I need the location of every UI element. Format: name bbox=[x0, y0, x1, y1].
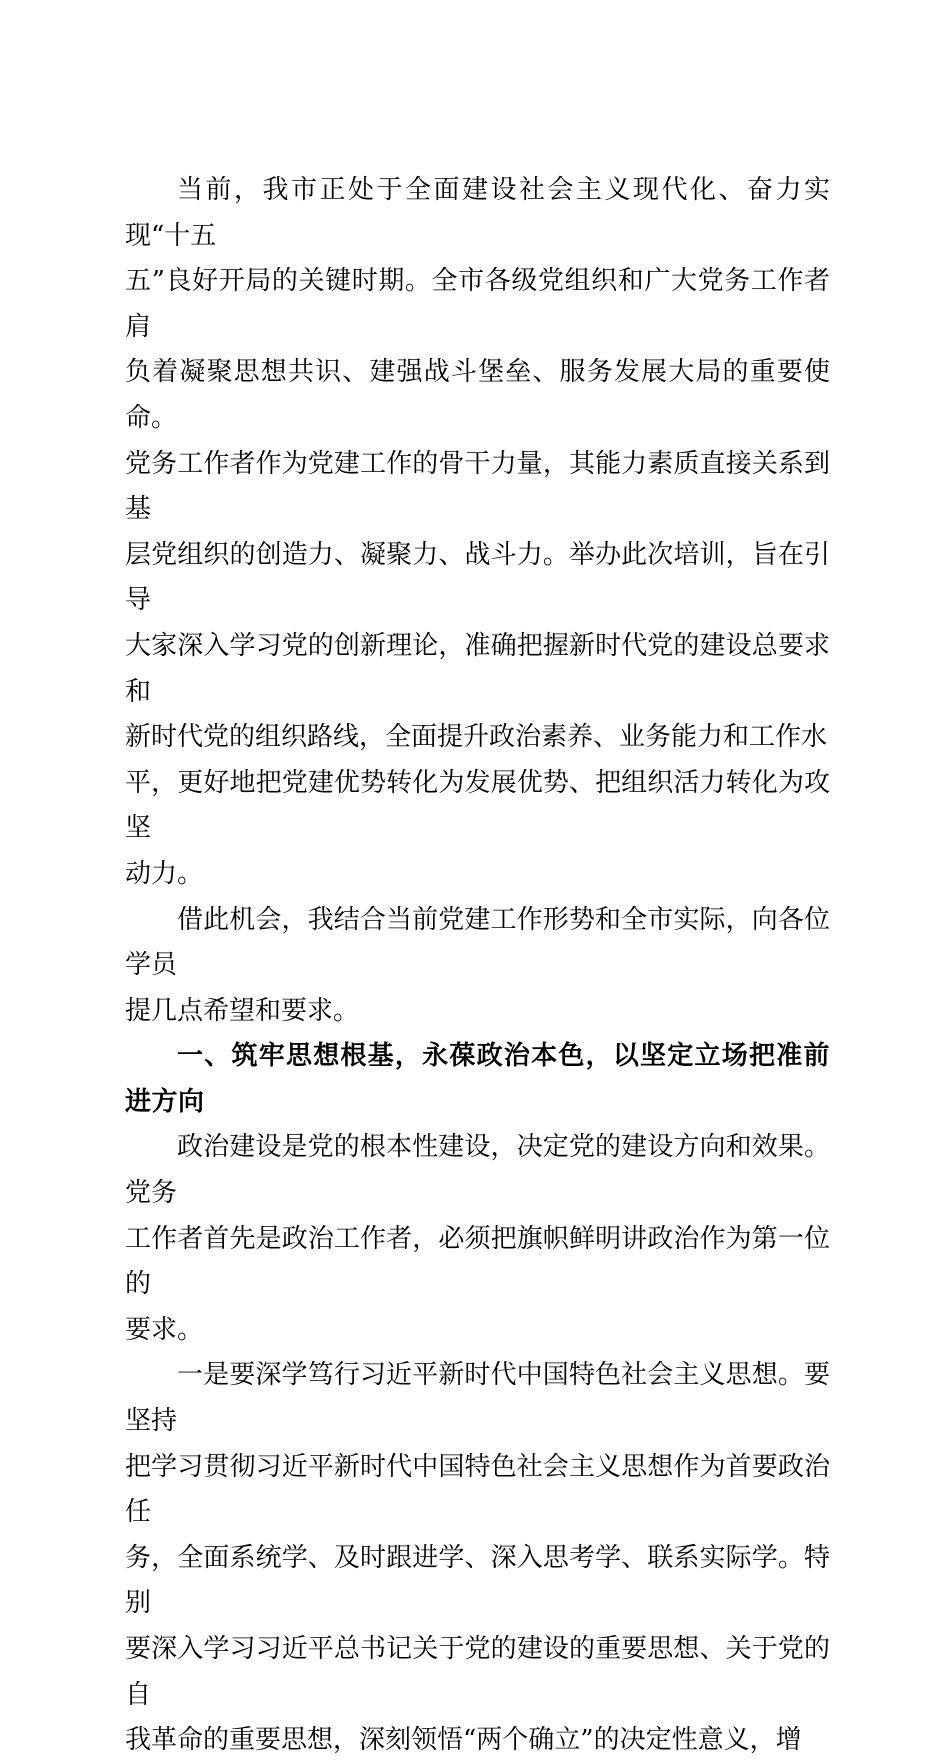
paragraph-political-building: 政治建设是党的根本性建设，决定党的建设方向和效果。党务 工作者首先是政治工作者，必须把旗帜鲜明讲政治作为第一位的 要求。 bbox=[125, 1132, 830, 1345]
paragraph-requirements: 借此机会，我结合当前党建工作形势和全市实际，向各位学员 提几点希望和要求。 bbox=[125, 904, 830, 1026]
paragraph-intro: 当前，我市正处于全面建设社会主义现代化、奋力实现“十五 五”良好开局的关键时期。全市各级党组织和广大党务工作者肩 负着凝聚思想共识、建强战斗堡垒、服务发展大局的重要使命。 党务工作者作为党建工作的骨干力量，其能力素质直接关系到基 层党组织的创造力、凝聚力、战斗力。举办此次培训，旨在引导 大家深入学习党的创新理论，准确把握新时代党的建设总要求和 新时代党的组织路线，全面提升政治素养、业务能力和工作水 平，更好地把党建优势转化为发展优势、把组织活力转化为攻坚 动力。 bbox=[125, 175, 830, 889]
document-body bbox=[125, 168, 830, 1764]
paragraph-point-one: 一是要深学笃行习近平新时代中国特色社会主义思想。要坚持 把学习贯彻习近平新时代中国特色社会主义思想作为首要政治任 务，全面系统学、及时跟进学、深入思考学、联系实际学。特别 要深入学习习近平总书记关于党的建设的重要思想、关于党的自 我革命的重要思想，深刻领悟“两个确立”的决定性意义，增 bbox=[125, 1360, 830, 1756]
section-heading-1: 一、筑牢思想根基，永葆政治本色，以坚定立场把准前进方向 bbox=[125, 1041, 830, 1117]
